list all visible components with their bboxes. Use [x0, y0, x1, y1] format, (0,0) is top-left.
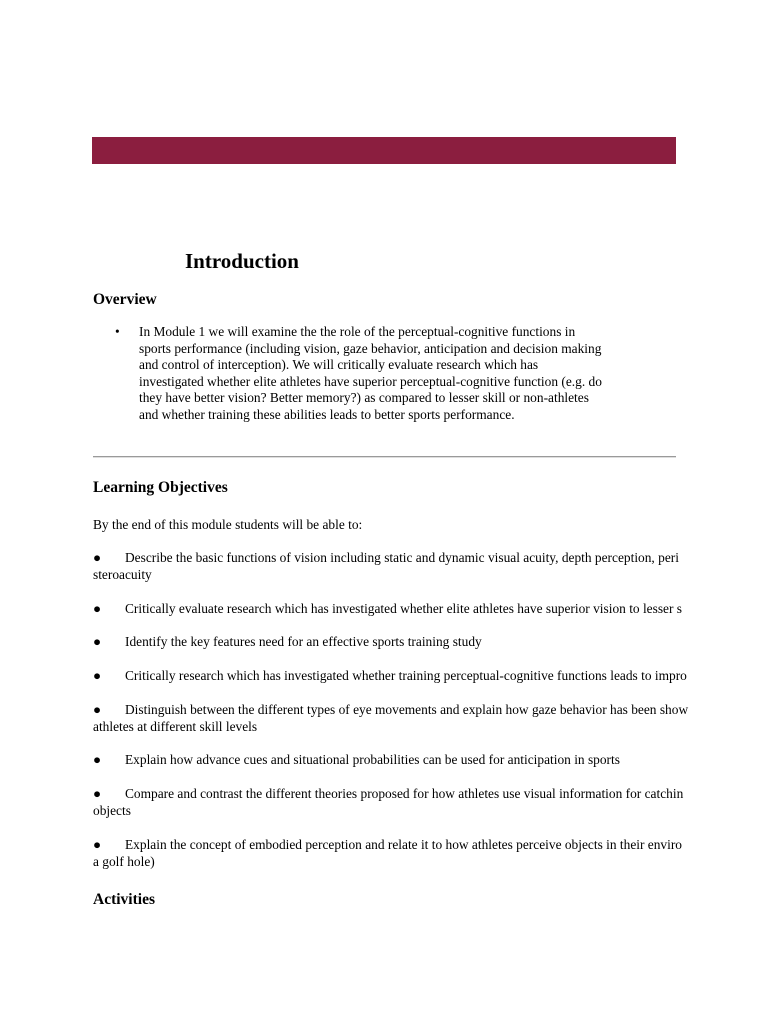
- overview-text-line: and whether training these abilities leads to better sports performance.: [139, 406, 515, 422]
- objective-text: Compare and contrast the different theories proposed for how athletes use visual information for catchin: [125, 786, 684, 801]
- objective-line: [93, 837, 768, 854]
- bullet-icon: ●: [93, 702, 102, 717]
- objective-line: [93, 634, 768, 651]
- bullet-icon: ●: [93, 668, 102, 683]
- objective-line: [93, 702, 768, 719]
- overview-text-line: and control of interception). We will critically evaluate research which has: [139, 357, 539, 373]
- overview-text-line: they have better vision? Better memory?) as compared to lesser skill or non-athletes: [139, 390, 589, 406]
- bullet-icon: ●: [93, 786, 102, 801]
- objective-line: [93, 752, 768, 769]
- bullet-icon: •: [115, 324, 120, 339]
- learning-objectives-heading: Learning Objectives: [93, 479, 228, 496]
- header-banner: [92, 137, 676, 164]
- objective-continuation: athletes at different skill levels: [93, 718, 258, 734]
- objective-item: [93, 668, 768, 685]
- objective-continuation: a golf hole): [93, 853, 155, 869]
- objective-line: [93, 786, 768, 803]
- objective-text: Distinguish between the different types of eye movements and explain how gaze behavior has been show: [125, 702, 689, 717]
- objective-line: [93, 601, 768, 618]
- objectives-intro-text: By the end of this module students will be able to:: [93, 517, 363, 532]
- objective-item: [93, 702, 768, 735]
- bullet-icon: ●: [93, 634, 102, 649]
- overview-text-line: In Module 1 we will examine the the role of the perceptual-cognitive functions in: [139, 324, 576, 339]
- overview-item: [114, 324, 684, 424]
- bullet-icon: ●: [93, 601, 102, 616]
- objective-text: Explain how advance cues and situational probabilities can be used for anticipation in sports: [125, 752, 620, 767]
- section-divider: [93, 456, 676, 458]
- bullet-icon: ●: [93, 752, 102, 767]
- page-title: Introduction: [185, 249, 299, 273]
- objective-item: [93, 550, 768, 583]
- activities-heading: Activities: [93, 891, 155, 908]
- objective-text: Describe the basic functions of vision including static and dynamic visual acuity, depth perception, peri: [125, 550, 679, 565]
- objective-continuation: steroacuity: [93, 566, 152, 582]
- objective-line: [93, 550, 768, 567]
- objective-continuation: objects: [93, 802, 131, 818]
- objective-text: Critically evaluate research which has investigated whether elite athletes have superior vision to lesser s: [125, 601, 683, 616]
- overview-list: [114, 324, 684, 424]
- objective-item: [93, 837, 768, 870]
- bullet-icon: ●: [93, 550, 102, 565]
- bullet-icon: ●: [93, 837, 102, 852]
- objective-item: [93, 752, 768, 769]
- objective-text: Critically research which has investigated whether training perceptual-cognitive functions leads to impro: [125, 668, 687, 683]
- objective-item: [93, 601, 768, 618]
- overview-text-line: investigated whether elite athletes have superior perceptual-cognitive function (e.g. do: [139, 373, 602, 389]
- overview-heading: Overview: [93, 291, 157, 308]
- overview-text-line: sports performance (including vision, gaze behavior, anticipation and decision making: [139, 340, 602, 356]
- objective-item: [93, 786, 768, 819]
- objective-text: Identify the key features need for an effective sports training study: [125, 634, 482, 649]
- objective-line: [93, 668, 768, 685]
- objective-item: [93, 634, 768, 651]
- objective-text: Explain the concept of embodied perception and relate it to how athletes perceive objects in their enviro: [125, 837, 682, 852]
